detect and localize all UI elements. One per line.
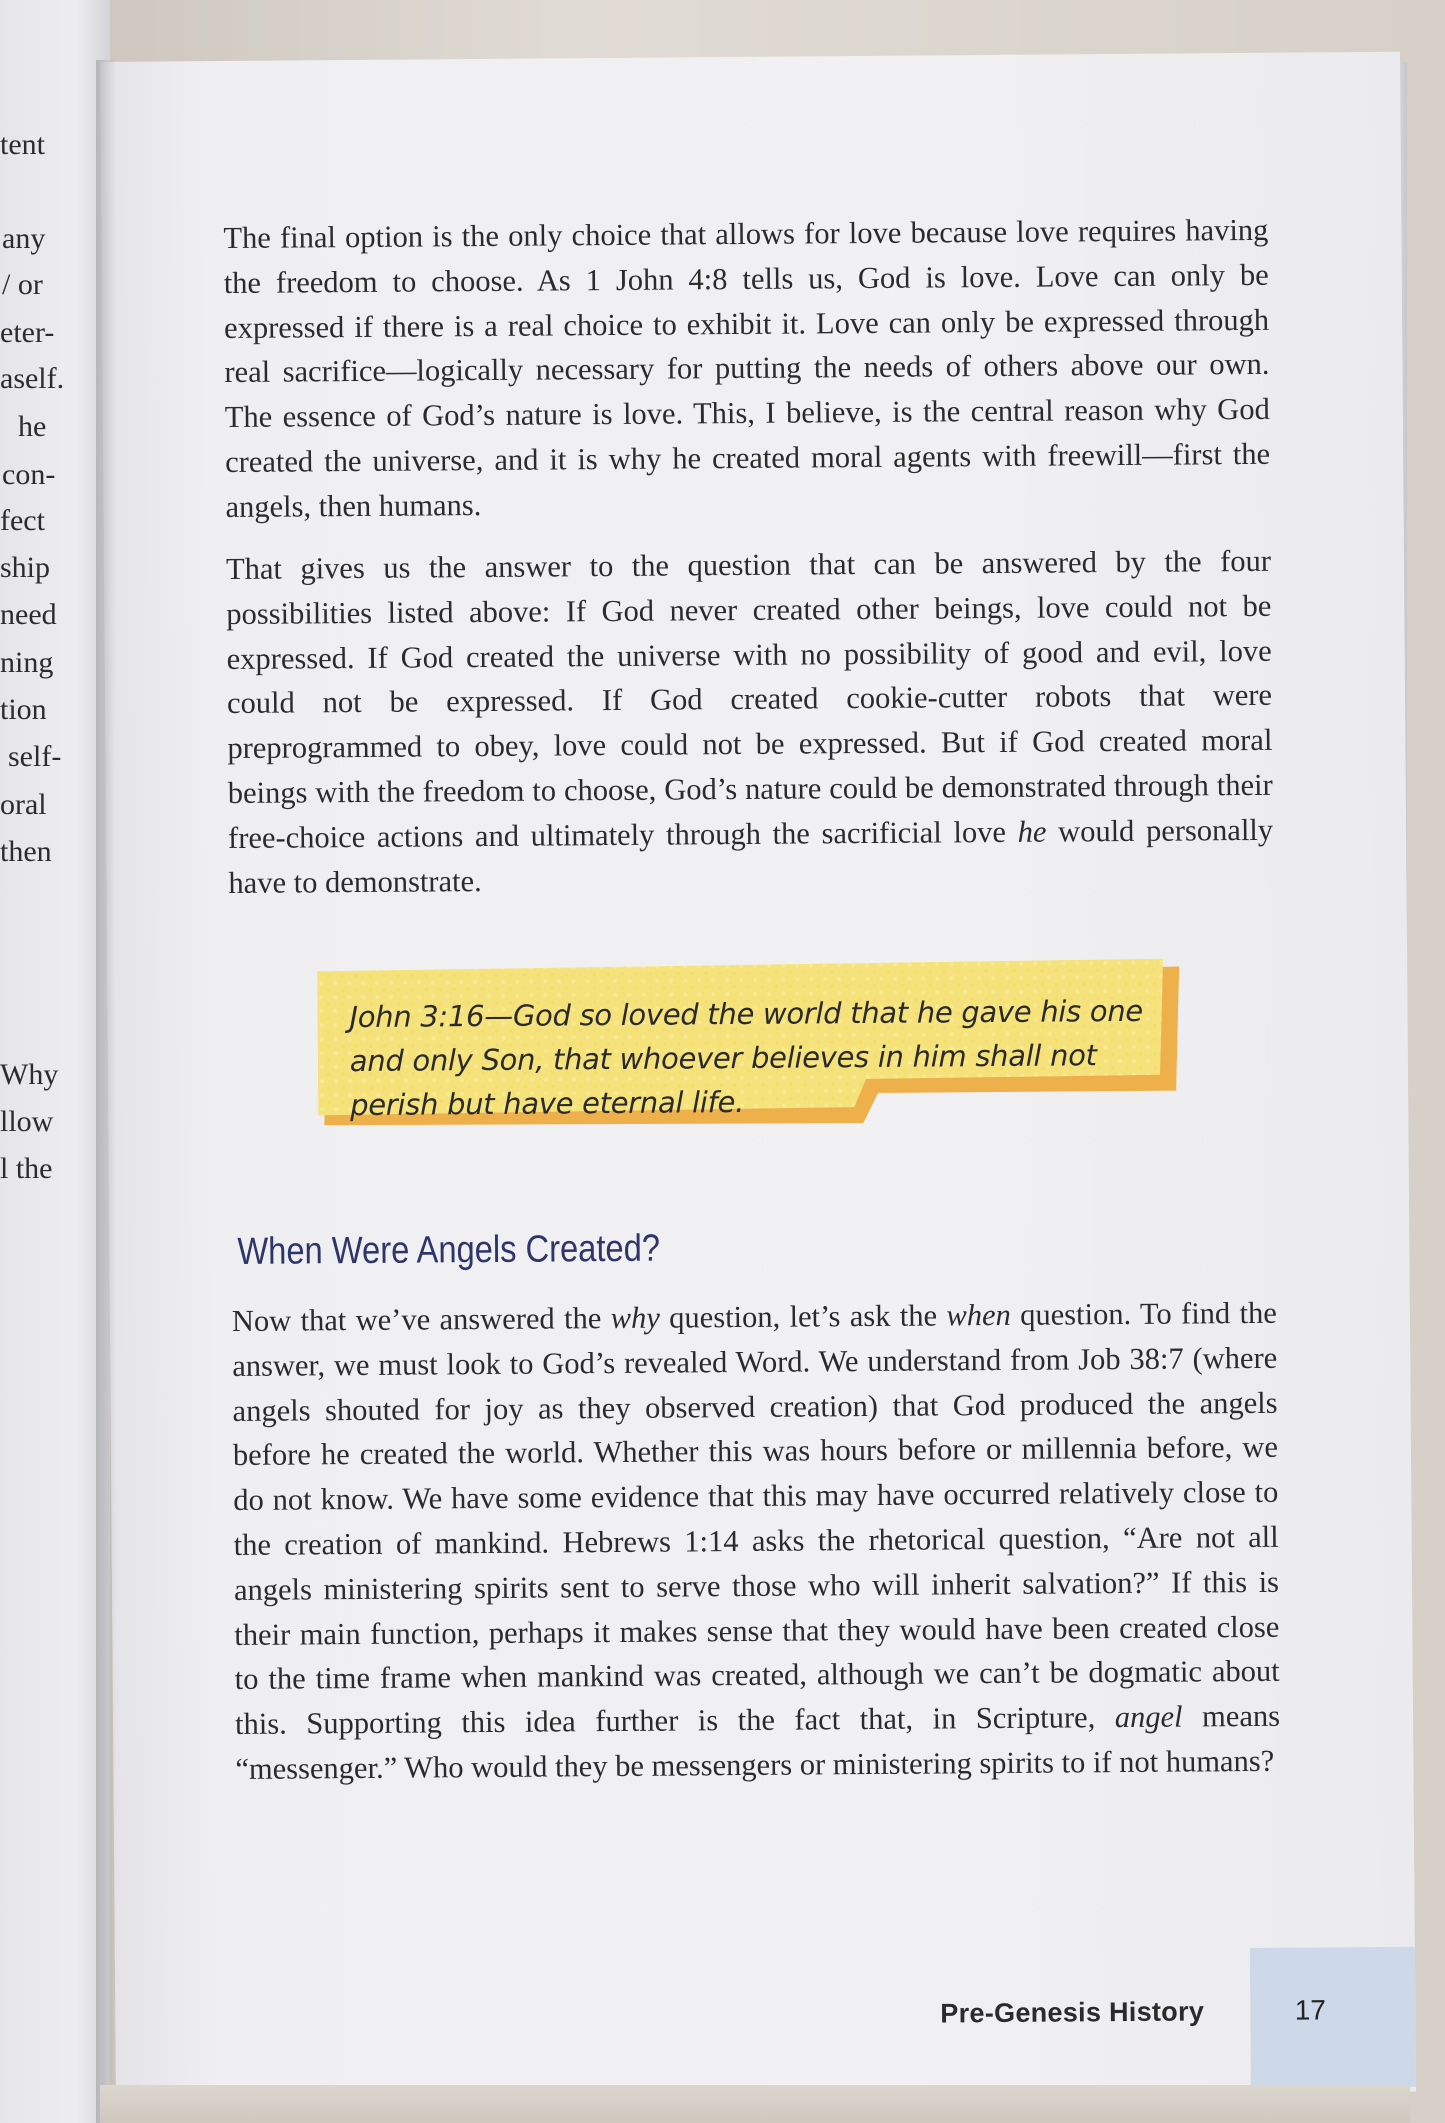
paragraph-text: question. To find the answer, we must look to God’s revealed Word. We understand from Job 38:7 (where angels shouted for joy as they observed creation) that God produced the angels before he created the world. Whether this was hours before or millennia before, we do not know. We have some evidence that this may have occurred relatively close to the creation of mankind. Hebrews 1:14 asks the rhetorical question, “Are not all angels ministering spirits sent to serve those who will inherit salvation?” If this is their main function, perhaps it makes sense that they would have been created close to the time frame when mankind was created, although we can’t be dogmatic about this. Supporting this idea further is the fact that, in Scripture, bbox=[232, 1295, 1280, 1742]
left-page-fragment: llow bbox=[0, 1105, 54, 1138]
paragraph-text: would personally have to demonstrate. bbox=[228, 812, 1274, 900]
left-page-fragment: he bbox=[18, 410, 47, 443]
folio-tab bbox=[1250, 1947, 1416, 2088]
page-number: 17 bbox=[1294, 1994, 1327, 2026]
left-page-fragment: need bbox=[0, 598, 57, 631]
left-page-fragment: / or bbox=[2, 268, 43, 301]
left-page-fragment: ning bbox=[0, 646, 54, 679]
paragraph-text: means “messenger.” Who would they be messengers or ministering spirits to if not humans? bbox=[235, 1698, 1281, 1786]
left-page-fragment: aself. bbox=[0, 362, 65, 395]
paragraph-text: That gives us the answer to the question that can be answered by the four possibilities listed above: If God never created other beings, love could not be expressed. If God created the universe with no possibility of good and evil, love could not be expressed. If God created cookie-cutter robots that were preprogrammed to obey, love could not be expressed. But if God created moral beings with the freedom to choose, God’s nature could be demonstrated through their free-choice actions and ultimately through the sacrificial love bbox=[225, 543, 1273, 855]
left-page-fragment: any bbox=[2, 222, 46, 255]
left-page-fragment: Why bbox=[0, 1058, 59, 1091]
paragraph-text: Now that we’ve answered the bbox=[231, 1301, 611, 1339]
paragraph-when-created bbox=[232, 1291, 1281, 1792]
scripture-callout bbox=[317, 958, 1188, 1140]
left-page-fragment: then bbox=[0, 835, 52, 868]
paragraph-text: question, let’s ask the bbox=[659, 1298, 947, 1335]
left-page-fragment: oral bbox=[0, 788, 47, 821]
left-page-edge bbox=[0, 0, 110, 2123]
section-heading: When Were Angels Created? bbox=[237, 1227, 661, 1273]
gutter-shadow bbox=[96, 60, 116, 2123]
right-page bbox=[100, 52, 1416, 2102]
emphasis-text: angel bbox=[1114, 1699, 1183, 1735]
left-page-fragment: tent bbox=[0, 128, 45, 161]
running-footer-title: Pre-Genesis History bbox=[940, 1996, 1205, 2029]
emphasis-text: why bbox=[610, 1300, 660, 1336]
paragraph-four-possibilities bbox=[226, 539, 1274, 906]
left-page-fragment: con- bbox=[2, 458, 56, 491]
left-page-fragment: tion bbox=[0, 693, 47, 726]
emphasis-text: when bbox=[946, 1297, 1011, 1333]
left-page-fragment: fect bbox=[0, 504, 45, 537]
left-page-fragment: ship bbox=[0, 551, 51, 584]
surface-below-page bbox=[100, 2085, 1410, 2123]
left-page-fragment: eter- bbox=[0, 316, 55, 349]
callout-text: John 3:16—God so loved the world that he gave his one and only Son, that whoever believes in him shall not perish but have eternal life. bbox=[349, 993, 1144, 1123]
emphasis-text: he bbox=[1017, 814, 1047, 849]
paragraph-free-will: The final option is the only choice that allows for love because love requires having the freedom to choose. As 1 John 4:8 tells us, God is love. Love can only be expressed if there is a real choice to exhibit it. Love can only be expressed through real sacrifice—logically necessary for putting the needs of others above our own. The essence of God’s nature is love. This, I believe, is the central reason why God created the universe, and it is why he created moral agents with freewill—first the angels, then humans. bbox=[223, 212, 1271, 524]
left-page-fragment: self- bbox=[8, 740, 62, 773]
left-page-fragment: l the bbox=[0, 1152, 53, 1185]
